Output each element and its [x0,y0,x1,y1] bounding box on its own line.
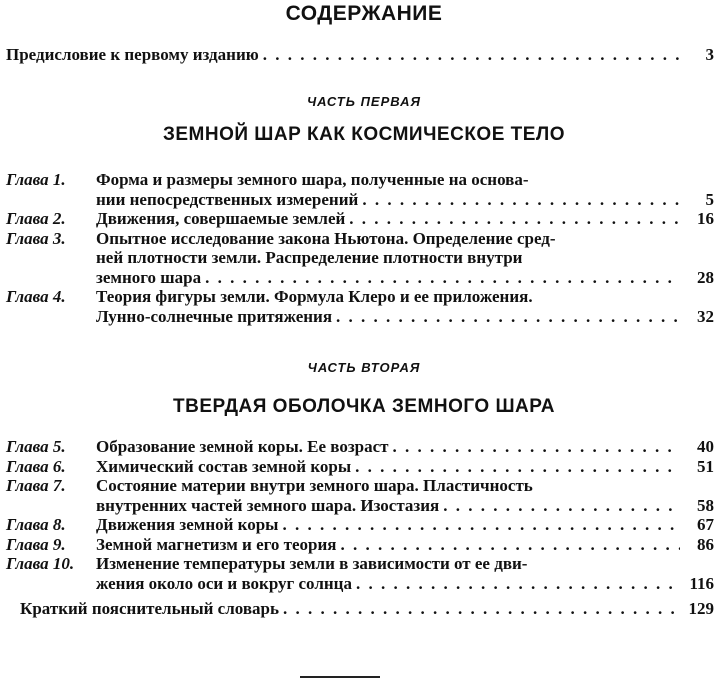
toc-page-number: 67 [697,515,714,534]
toc-entry-preface[interactable] [6,45,714,65]
toc-chapter-entry[interactable] [6,535,714,555]
toc-page-number: 86 [697,534,714,554]
toc-chapter-entry[interactable] [6,229,714,249]
leader-dots [393,437,680,457]
toc-chapter-continuation[interactable] [6,248,714,268]
chapter-title-line: Образование земной коры. Ее возраст [96,437,389,456]
toc-chapter-continuation[interactable] [6,190,714,210]
chapter-title-line: Химический состав земной коры [96,456,352,476]
toc-entry-text: Краткий пояснительный словарь [20,599,279,618]
chapter-title-line: ней плотности земли. Распределение плотности внутри [96,248,523,267]
chapter-title-line: Движения, совершаемые землей [96,209,346,228]
toc-entry-glossary[interactable] [20,599,714,619]
toc-entry-text: Предисловие к первому изданию [6,45,259,64]
chapter-label: Глава 9. [6,534,66,554]
part-two-title: ТВЕРДАЯ ОБОЛОЧКА ЗЕМНОГО ШАРА [173,396,555,417]
part-one-label: ЧАСТЬ ПЕРВАЯ [306,94,422,109]
leader-dots [349,209,680,229]
chapter-title-line: жения около оси и вокруг солнца [96,573,352,593]
leader-dots [282,515,680,535]
chapter-title-line: Теория фигуры земли. Формула Клеро и ее приложения. [96,287,533,306]
chapter-title-line: Опытное исследование закона Ньютона. Определение сред- [96,228,556,248]
leader-dots [283,599,680,619]
toc-page-number: 32 [697,306,714,326]
chapter-title-line: Форма и размеры земного шара, полученные на основа- [96,170,529,189]
chapter-label: Глава 1. [6,170,66,189]
chapter-label: Глава 10. [6,554,75,573]
toc-page-number: 3 [705,45,714,64]
chapter-label: Глава 2. [6,209,66,228]
toc-page-number: 28 [697,267,714,287]
chapter-title-line: Изменение температуры земли в зависимости от ее дви- [96,554,528,573]
chapter-label: Глава 8. [6,515,66,534]
leader-dots [205,268,680,288]
leader-dots [263,45,680,65]
chapter-title-line: Состояние материи внутри земного шара. Пластичность [96,476,533,495]
chapter-label: Глава 4. [6,287,66,306]
toc-chapter-entry[interactable] [6,170,714,190]
toc-chapter-entry[interactable] [6,515,714,535]
part-two-label: ЧАСТЬ ВТОРАЯ [307,360,421,375]
chapter-label: Глава 5. [6,437,66,456]
toc-page-number: 129 [688,599,714,618]
chapter-label: Глава 3. [6,228,66,248]
bottom-rule [300,676,380,678]
toc-page-number: 16 [697,209,714,228]
leader-dots [356,574,680,594]
toc-page-number: 58 [697,495,714,515]
toc-chapter-continuation[interactable] [6,268,714,288]
chapter-title-line: земного шара [96,267,202,287]
toc-chapter-entry[interactable] [6,457,714,477]
toc-chapter-continuation[interactable] [6,574,714,594]
chapter-title-line: Движения земной коры [96,515,279,534]
leader-dots [336,307,680,327]
toc-chapter-entry[interactable] [6,554,714,574]
toc-chapter-entry[interactable] [6,209,714,229]
toc-chapter-entry[interactable] [6,287,714,307]
chapter-label: Глава 6. [6,456,66,476]
chapter-title-line: нии непосредственных измерений [96,189,359,209]
leader-dots [341,535,680,555]
page-title: СОДЕРЖАНИЕ [285,2,443,25]
toc-chapter-continuation[interactable] [6,307,714,327]
toc-chapter-entry[interactable] [6,476,714,496]
toc-chapter-entry[interactable] [6,437,714,457]
toc-page-number: 116 [689,573,714,593]
leader-dots [355,457,680,477]
part-one-title: ЗЕМНОЙ ШАР КАК КОСМИЧЕСКОЕ ТЕЛО [162,124,566,145]
leader-dots [443,496,680,516]
chapter-title-line: Лунно-солнечные притяжения [96,306,333,326]
toc-page-number: 5 [705,189,714,209]
chapter-title-line: внутренних частей земного шара. Изостазия [96,495,440,515]
toc-page-number: 40 [697,437,714,456]
chapter-title-line: Земной магнетизм и его теория [96,534,337,554]
leader-dots [362,190,680,210]
toc-page-number: 51 [697,456,714,476]
toc-chapter-continuation[interactable] [6,496,714,516]
chapter-label: Глава 7. [6,476,66,495]
